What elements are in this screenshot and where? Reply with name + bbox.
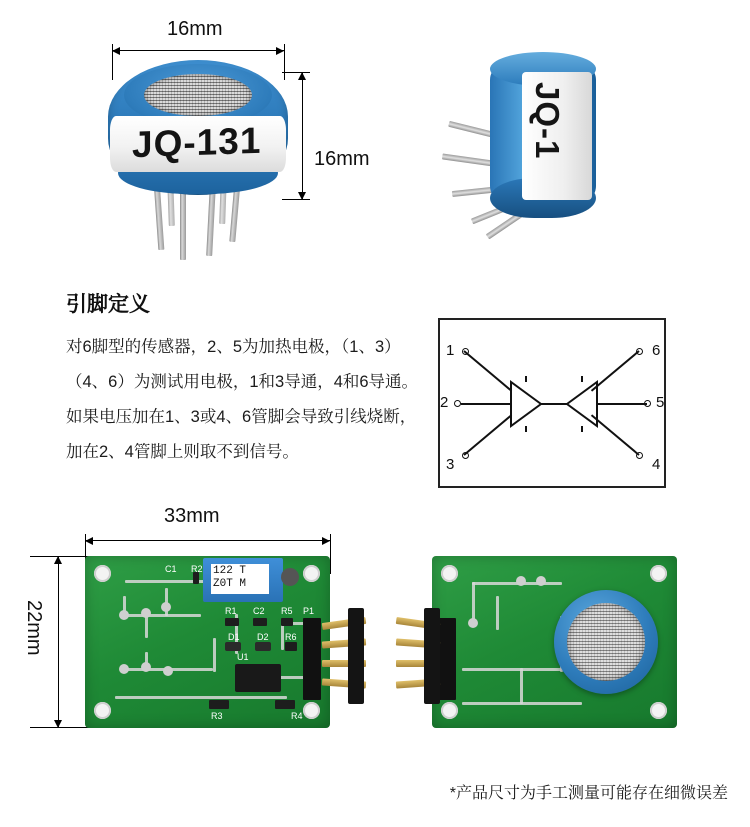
pcb-pad [163, 666, 173, 676]
pinout-title: 引脚定义 [66, 293, 150, 316]
pinout-paragraph: 对6脚型的传感器，2、5为加热电极，（1、3）（4、6）为测试用电极，1和3导通，4和6导通。如果电压加在1、3或4、6管脚会导致引线烧断，加在2、4管脚上则取不到信号。 [66, 338, 419, 461]
mounting-hole [441, 565, 458, 582]
silk-r5: R5 [281, 606, 293, 616]
board-height-ext-bottom [30, 727, 90, 728]
pcb-pad [141, 608, 151, 618]
silk-c2: C2 [253, 606, 265, 616]
board-height-dimension-label: 22mm [23, 600, 45, 656]
height-dimension-label: 16mm [314, 148, 370, 170]
schematic-label-1: 1 [446, 342, 455, 359]
pcb-trace [520, 668, 523, 704]
sensor-front-label-text: JQ-131 [132, 119, 262, 166]
ic-u1 [235, 664, 281, 692]
silk-r3: R3 [211, 711, 223, 721]
schematic-label-3: 3 [446, 456, 455, 473]
board-width-arrow-left [85, 537, 93, 545]
resistor-r5 [281, 618, 293, 626]
width-dim-line [112, 50, 284, 51]
mounting-hole [94, 702, 111, 719]
silk-r6: R6 [285, 632, 297, 642]
mounting-hole [650, 702, 667, 719]
board-height-arrow-up [54, 556, 62, 564]
sensor-pin [180, 188, 186, 260]
potentiometer-label-line2: Z0T M [213, 578, 247, 590]
mounting-hole [650, 565, 667, 582]
sensor-front-label-band [110, 116, 286, 172]
pcb-pad [536, 576, 546, 586]
silk-c1: C1 [165, 564, 177, 574]
pcb-trace [462, 702, 582, 705]
sensor-side-label-text: JQ-1 [529, 82, 566, 160]
pcb-pad [468, 618, 478, 628]
pcb-pad [119, 664, 129, 674]
mounted-sensor-mesh [567, 603, 645, 681]
schematic-label-4: 4 [652, 456, 661, 473]
board-width-dim-line [85, 540, 330, 541]
silk-u1: U1 [237, 652, 249, 662]
pcb-trace [462, 668, 562, 671]
potentiometer-knob[interactable] [281, 568, 299, 586]
silk-d1: D1 [228, 632, 240, 642]
pin-header[interactable] [438, 618, 456, 700]
pcb-top-view [85, 556, 330, 728]
sensor-side-label-band [522, 72, 592, 200]
width-dimension-label: 16mm [167, 18, 223, 40]
pcb-trace [472, 582, 475, 622]
resistor-r3 [209, 700, 229, 709]
measurement-note: *产品尺寸为手工测量可能存在细微误差 [449, 785, 728, 802]
board-width-arrow-right [322, 537, 330, 545]
height-dim-arrow-up [298, 72, 306, 80]
silk-r4: R4 [291, 711, 303, 721]
schematic-symbols [440, 320, 668, 490]
schematic-label-6: 6 [652, 342, 661, 359]
board-width-ext-right [330, 534, 331, 574]
board-width-dimension-label: 33mm [164, 505, 220, 527]
pcb-assembled-view [432, 556, 677, 728]
mounting-hole [441, 702, 458, 719]
schematic-label-5: 5 [656, 394, 665, 411]
sensor-side-view [430, 58, 630, 268]
silk-r1: R1 [225, 606, 237, 616]
height-dim-line [302, 72, 303, 200]
diode-d1 [225, 642, 241, 651]
resistor-r4 [275, 700, 295, 709]
potentiometer-label-line1: 122 T [213, 565, 247, 577]
pcb-trace [496, 596, 499, 630]
pcb-trace [281, 622, 284, 650]
width-dim-arrow-left [112, 47, 120, 55]
resistor-r1 [225, 618, 239, 626]
diode-d2 [255, 642, 271, 651]
pcb-pad [119, 610, 129, 620]
pcb-pad [516, 576, 526, 586]
silk-p1: P1 [303, 606, 315, 616]
schematic-label-2: 2 [440, 394, 449, 411]
sensor-mesh [144, 74, 252, 116]
mounted-sensor [554, 590, 658, 694]
pinout-schematic [438, 318, 666, 488]
pcb-trace [123, 614, 201, 617]
board-height-ext-top [30, 556, 90, 557]
pin-header[interactable] [303, 618, 321, 700]
mounting-hole [94, 565, 111, 582]
potentiometer-label [211, 564, 269, 594]
capacitor-c2 [253, 618, 267, 626]
potentiometer[interactable] [203, 558, 283, 602]
sensor-front-view [108, 60, 288, 250]
pcb-pad [141, 662, 151, 672]
pcb-pad [161, 602, 171, 612]
header-block [424, 608, 440, 704]
width-dim-arrow-right [276, 47, 284, 55]
mounting-hole [303, 565, 320, 582]
pcb-trace [115, 696, 287, 699]
mounting-hole [303, 702, 320, 719]
pcb-trace [213, 638, 216, 672]
resistor-r6 [285, 642, 297, 651]
header-block [348, 608, 364, 704]
sensor-pin [206, 186, 216, 256]
silk-d2: D2 [257, 632, 269, 642]
silk-r2: R2 [191, 564, 203, 574]
board-height-dim-line [58, 556, 59, 728]
